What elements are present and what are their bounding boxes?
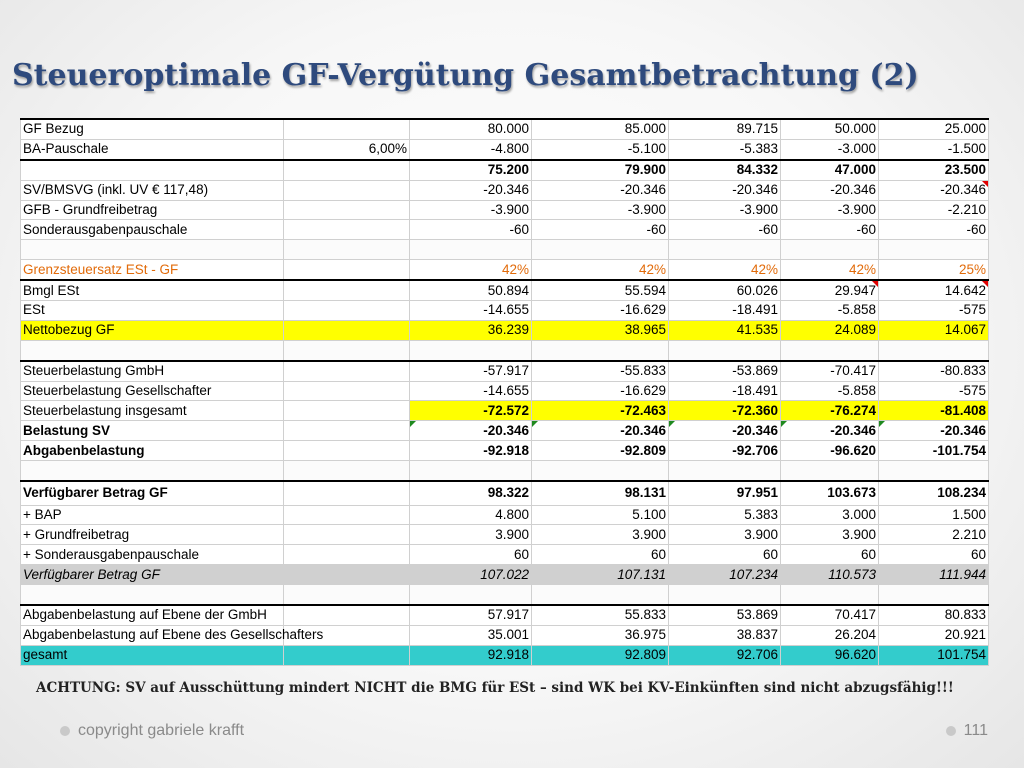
value-cell (532, 340, 669, 360)
rate-cell (284, 565, 410, 585)
value-cell: 80.833 (879, 605, 989, 625)
table-row (21, 481, 989, 505)
rate-cell (284, 340, 410, 360)
value-cell: -3.900 (781, 200, 879, 220)
value-cell (879, 461, 989, 481)
table-row (21, 320, 989, 340)
rate-cell (284, 280, 410, 300)
value-cell: -20.346 (781, 421, 879, 441)
rate-cell (284, 645, 410, 665)
table-row (21, 401, 989, 421)
row-label: + Sonderausgabenpauschale (21, 545, 284, 565)
value-cell: 98.322 (410, 481, 532, 505)
value-cell: 50.000 (781, 119, 879, 139)
value-cell: 41.535 (669, 320, 781, 340)
row-label: GF Bezug (21, 119, 284, 139)
table-row (21, 180, 989, 200)
value-cell: -96.620 (781, 441, 879, 461)
value-cell: -92.918 (410, 441, 532, 461)
value-cell: 42% (532, 260, 669, 280)
value-cell (879, 340, 989, 360)
row-label (21, 340, 284, 360)
rate-cell (284, 441, 410, 461)
row-label (21, 240, 284, 260)
value-cell: 29.947 (781, 280, 879, 300)
value-cell: 50.894 (410, 280, 532, 300)
row-label (21, 461, 284, 481)
row-label: GFB - Grundfreibetrag (21, 200, 284, 220)
rate-cell (284, 381, 410, 401)
value-cell: 60.026 (669, 280, 781, 300)
value-cell: 92.706 (669, 645, 781, 665)
value-cell: 20.921 (879, 625, 989, 645)
value-cell: 3.900 (781, 525, 879, 545)
value-cell: -3.000 (781, 139, 879, 159)
value-cell: -14.655 (410, 301, 532, 321)
value-cell (532, 461, 669, 481)
copyright-text: copyright gabriele krafft (78, 722, 245, 739)
value-cell: -18.491 (669, 301, 781, 321)
value-cell: 55.594 (532, 280, 669, 300)
empty-row (21, 585, 989, 605)
value-cell: -72.572 (410, 401, 532, 421)
row-label: BA-Pauschale (21, 139, 284, 159)
value-cell: 108.234 (879, 481, 989, 505)
rate-cell (284, 401, 410, 421)
table-row (21, 301, 989, 321)
rate-cell (284, 260, 410, 280)
value-cell: -3.900 (532, 200, 669, 220)
table-row (21, 545, 989, 565)
value-cell: -20.346 (410, 421, 532, 441)
value-cell: 80.000 (410, 119, 532, 139)
value-cell: 60 (781, 545, 879, 565)
value-cell: 42% (410, 260, 532, 280)
value-cell: -60 (410, 220, 532, 240)
value-cell (532, 240, 669, 260)
value-cell (410, 585, 532, 605)
value-cell: -60 (532, 220, 669, 240)
table-row (21, 119, 989, 139)
value-cell: 36.975 (532, 625, 669, 645)
value-cell (781, 461, 879, 481)
row-label: Verfügbarer Betrag GF (21, 565, 284, 585)
value-cell: 97.951 (669, 481, 781, 505)
value-cell: 101.754 (879, 645, 989, 665)
value-cell: 60 (669, 545, 781, 565)
rate-cell (284, 505, 410, 525)
rate-cell (284, 180, 410, 200)
value-cell: -60 (879, 220, 989, 240)
table-row (21, 441, 989, 461)
rate-cell: 6,00% (284, 139, 410, 159)
value-cell: 47.000 (781, 160, 879, 180)
value-cell: 85.000 (532, 119, 669, 139)
value-cell (410, 240, 532, 260)
rate-cell (284, 240, 410, 260)
rate-cell (284, 301, 410, 321)
value-cell: 3.000 (781, 505, 879, 525)
table-row (21, 139, 989, 159)
slide-title: Steueroptimale GF-Vergütung Gesamtbetrachtung (2) (12, 58, 919, 93)
row-label: Abgabenbelastung (21, 441, 284, 461)
page-number: 111 (963, 722, 988, 739)
row-label (21, 160, 284, 180)
value-cell: 96.620 (781, 645, 879, 665)
value-cell (781, 340, 879, 360)
row-label: Abgabenbelastung auf Ebene der GmbH (21, 605, 284, 625)
table-row (21, 505, 989, 525)
value-cell: 36.239 (410, 320, 532, 340)
rate-cell (284, 545, 410, 565)
value-cell: 92.918 (410, 645, 532, 665)
empty-row (21, 240, 989, 260)
rate-cell (284, 119, 410, 139)
value-cell: -5.100 (532, 139, 669, 159)
page-number-footer (946, 722, 988, 740)
row-label: + BAP (21, 505, 284, 525)
value-cell: 35.001 (410, 625, 532, 645)
value-cell: 89.715 (669, 119, 781, 139)
table-row (21, 220, 989, 240)
value-cell (669, 340, 781, 360)
value-cell: 25.000 (879, 119, 989, 139)
value-cell: 25% (879, 260, 989, 280)
value-cell: 2.210 (879, 525, 989, 545)
value-cell: 111.944 (879, 565, 989, 585)
value-cell: 75.200 (410, 160, 532, 180)
row-label: Steuerbelastung Gesellschafter (21, 381, 284, 401)
rate-cell (284, 605, 410, 625)
rate-cell (284, 320, 410, 340)
value-cell: -16.629 (532, 381, 669, 401)
value-cell: -20.346 (532, 180, 669, 200)
value-cell: -14.655 (410, 381, 532, 401)
value-cell: 42% (669, 260, 781, 280)
value-cell: -20.346 (532, 421, 669, 441)
value-cell: 60 (532, 545, 669, 565)
value-cell: 3.900 (532, 525, 669, 545)
rate-cell (284, 160, 410, 180)
table-row (21, 565, 989, 585)
value-cell: -72.360 (669, 401, 781, 421)
value-cell: -5.858 (781, 301, 879, 321)
row-label: Steuerbelastung GmbH (21, 361, 284, 381)
empty-row (21, 340, 989, 360)
row-label: Verfügbarer Betrag GF (21, 481, 284, 505)
value-cell: -5.383 (669, 139, 781, 159)
value-cell (669, 461, 781, 481)
value-cell: -60 (669, 220, 781, 240)
value-cell: -20.346 (781, 180, 879, 200)
value-cell: 23.500 (879, 160, 989, 180)
value-cell: 5.100 (532, 505, 669, 525)
value-cell: 79.900 (532, 160, 669, 180)
value-cell: 107.022 (410, 565, 532, 585)
value-cell: 53.869 (669, 605, 781, 625)
value-cell: -4.800 (410, 139, 532, 159)
row-label: Grenzsteuersatz ESt - GF (21, 260, 284, 280)
table-row (21, 260, 989, 280)
table-row (21, 280, 989, 300)
table-row (21, 605, 989, 625)
value-cell: -16.629 (532, 301, 669, 321)
value-cell: -76.274 (781, 401, 879, 421)
value-cell: -575 (879, 381, 989, 401)
value-cell: 107.131 (532, 565, 669, 585)
value-cell: 110.573 (781, 565, 879, 585)
value-cell (410, 461, 532, 481)
value-cell: 4.800 (410, 505, 532, 525)
value-cell: -3.900 (669, 200, 781, 220)
value-cell: -2.210 (879, 200, 989, 220)
value-cell: -20.346 (669, 180, 781, 200)
value-cell: 14.067 (879, 320, 989, 340)
value-cell: -57.917 (410, 361, 532, 381)
table-row (21, 421, 989, 441)
row-label: SV/BMSVG (inkl. UV € 117,48) (21, 180, 284, 200)
warning-note: ACHTUNG: SV auf Ausschüttung mindert NICHT die BMG für ESt – sind WK bei KV-Einkünften sind nicht abzugsfähig!!! (36, 680, 954, 696)
table-row (21, 160, 989, 180)
value-cell: -5.858 (781, 381, 879, 401)
row-label: Abgabenbelastung auf Ebene des Gesellschafters (21, 625, 284, 645)
bullet-dot-icon (60, 726, 70, 736)
bullet-dot-icon (946, 726, 956, 736)
rate-cell (284, 361, 410, 381)
value-cell: -60 (781, 220, 879, 240)
row-label: Nettobezug GF (21, 320, 284, 340)
value-cell: 38.965 (532, 320, 669, 340)
table-row (21, 525, 989, 545)
value-cell: -575 (879, 301, 989, 321)
rate-cell (284, 481, 410, 505)
value-cell (669, 585, 781, 605)
value-cell: 57.917 (410, 605, 532, 625)
value-cell: -80.833 (879, 361, 989, 381)
value-cell: 38.837 (669, 625, 781, 645)
row-label: + Grundfreibetrag (21, 525, 284, 545)
value-cell: 42% (781, 260, 879, 280)
value-cell: -92.706 (669, 441, 781, 461)
value-cell: 60 (410, 545, 532, 565)
value-cell: 5.383 (669, 505, 781, 525)
table-row (21, 381, 989, 401)
value-cell: -20.346 (879, 421, 989, 441)
value-cell: 26.204 (781, 625, 879, 645)
value-cell: 24.089 (781, 320, 879, 340)
value-cell: 60 (879, 545, 989, 565)
row-label: ESt (21, 301, 284, 321)
table-row (21, 625, 989, 645)
value-cell (781, 585, 879, 605)
value-cell: -20.346 (410, 180, 532, 200)
value-cell: -70.417 (781, 361, 879, 381)
rate-cell (284, 220, 410, 240)
rate-cell (284, 525, 410, 545)
value-cell (879, 240, 989, 260)
row-label: Bmgl ESt (21, 280, 284, 300)
value-cell: 98.131 (532, 481, 669, 505)
value-cell (781, 240, 879, 260)
value-cell: 55.833 (532, 605, 669, 625)
row-label: Belastung SV (21, 421, 284, 441)
value-cell: -81.408 (879, 401, 989, 421)
row-label: gesamt (21, 645, 284, 665)
value-cell (879, 585, 989, 605)
table-row (21, 645, 989, 665)
value-cell: -20.346 (879, 180, 989, 200)
value-cell: 92.809 (532, 645, 669, 665)
row-label: Steuerbelastung insgesamt (21, 401, 284, 421)
spreadsheet-table (20, 118, 989, 666)
table-row (21, 200, 989, 220)
value-cell: 14.642 (879, 280, 989, 300)
value-cell: 1.500 (879, 505, 989, 525)
value-cell: 3.900 (410, 525, 532, 545)
value-cell (410, 340, 532, 360)
value-cell: 70.417 (781, 605, 879, 625)
empty-row (21, 461, 989, 481)
value-cell: -1.500 (879, 139, 989, 159)
copyright-footer (60, 722, 244, 740)
rate-cell (284, 421, 410, 441)
value-cell: -53.869 (669, 361, 781, 381)
rate-cell (284, 461, 410, 481)
value-cell: -18.491 (669, 381, 781, 401)
value-cell: 3.900 (669, 525, 781, 545)
value-cell: -101.754 (879, 441, 989, 461)
value-cell: 107.234 (669, 565, 781, 585)
value-cell: 84.332 (669, 160, 781, 180)
rate-cell (284, 585, 410, 605)
rate-cell (284, 200, 410, 220)
value-cell: -55.833 (532, 361, 669, 381)
value-cell: -92.809 (532, 441, 669, 461)
value-cell: -72.463 (532, 401, 669, 421)
value-cell (532, 585, 669, 605)
row-label (21, 585, 284, 605)
row-label: Sonderausgabenpauschale (21, 220, 284, 240)
value-cell (669, 240, 781, 260)
value-cell: 103.673 (781, 481, 879, 505)
value-cell: -3.900 (410, 200, 532, 220)
table-row (21, 361, 989, 381)
value-cell: -20.346 (669, 421, 781, 441)
